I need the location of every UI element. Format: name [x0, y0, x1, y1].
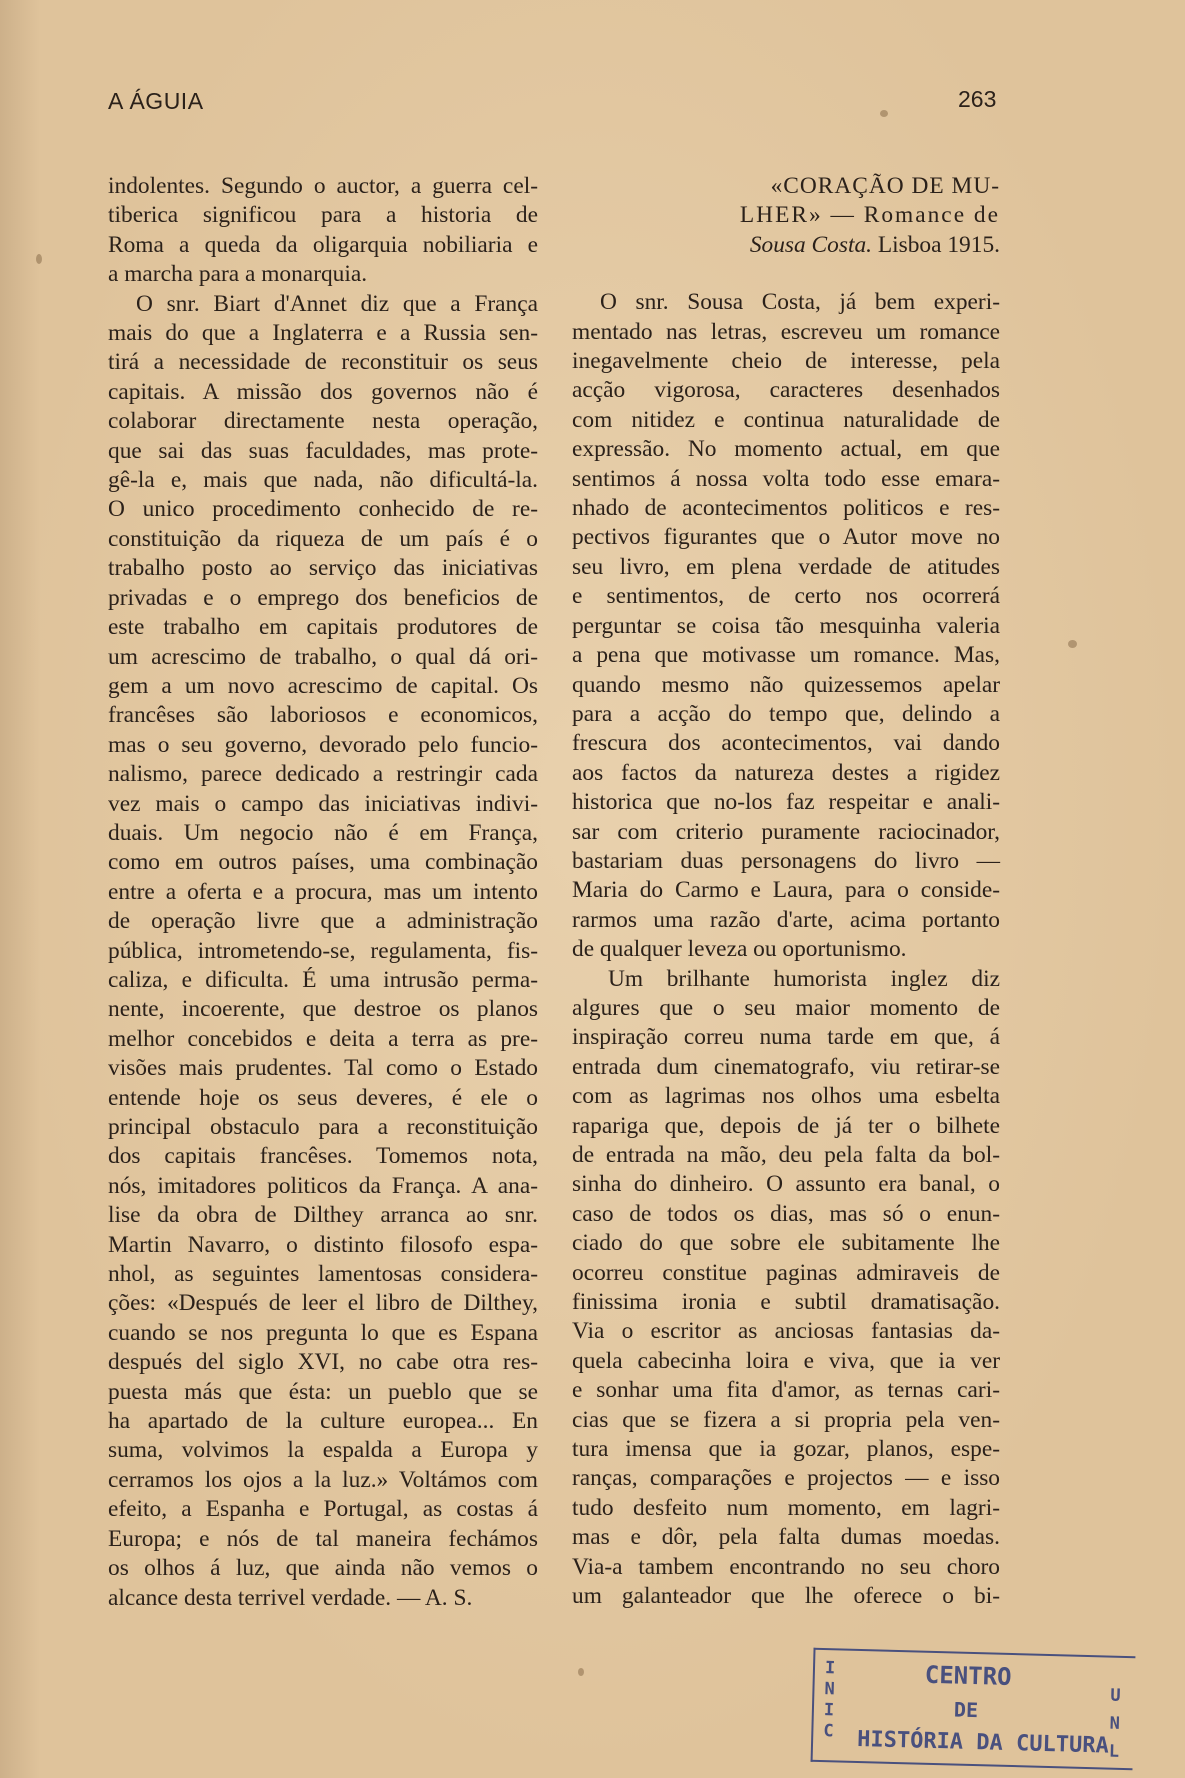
text-line: visões mais prudentes. Tal como o Estado [108, 1055, 538, 1082]
text-line: colaborar directamente nesta operação, [108, 408, 538, 435]
text-line: quela cabecinha loira e viva, que ia ver [572, 1347, 1000, 1374]
review-title-line-1: «CORAÇÃO DE MU- [770, 173, 1000, 199]
text-line: sentimos á nossa volta todo esse emara- [572, 465, 1000, 492]
text-line: algures que o seu maior momento de [572, 994, 1000, 1021]
text-line: de entrada na mão, deu pela falta da bol- [572, 1142, 1000, 1168]
text-line: tiberica significou para a historia de [108, 202, 538, 229]
text-line: privadas e o emprego dos beneficios de [108, 584, 538, 611]
text-line: francêses são laboriosos e economicos, [108, 702, 538, 729]
text-line: gê-la e, mais que nada, não dificultá-la. [108, 467, 538, 494]
text-line: constituição da riqueza de um país é o [108, 525, 538, 552]
text-line: ranças, comparações e projectos — e isso [572, 1465, 1000, 1492]
text-line: cias que se fizera a si propria pela ven- [572, 1406, 1000, 1433]
text-line: mentado nas letras, escreveu um romance [572, 318, 1000, 345]
text-line: caliza, e dificulta. É uma intrusão perma- [108, 966, 538, 993]
running-head-title: A ÁGUIA [108, 88, 204, 114]
text-line: inspiração correu numa tarde em que, á [572, 1024, 1000, 1051]
text-line: vez mais o campo das iniciativas indivi- [108, 790, 538, 817]
text-line: historica que no-los faz respeitar e anali- [572, 789, 1000, 816]
paragraph-start-line: O snr. Biart d'Annet diz que a França [136, 290, 538, 317]
stamp-line-3: HISTÓRIA DA CULTURA [856, 1726, 1110, 1759]
text-line: de qualquer leveza ou oportunismo. [572, 936, 907, 963]
text-line: ocorreu constitue paginas admiraveis de [572, 1259, 1000, 1286]
text-line: tura imensa que ia gozar, planos, espe- [572, 1436, 1000, 1463]
text-line: nós, imitadores politicos da França. A ana- [108, 1172, 538, 1199]
text-line: cerramos los ojos a la luz.» Voltámos com [108, 1466, 538, 1493]
text-line: expressão. No momento actual, em que [572, 436, 1000, 463]
text-line: entre a oferta e a procura, mas um intento [108, 878, 538, 905]
text-line: e sonhar uma fita d'amor, as ternas cari- [572, 1377, 1000, 1404]
text-line: Via o escritor as anciosas fantasias da- [572, 1318, 1000, 1345]
text-line: e sentimentos, de certo nos ocorrerá [572, 583, 1000, 610]
text-line: Europa; e nós de tal maneira fechámos [108, 1525, 538, 1552]
text-line: nalismo, parece dedicado a restringir cada [108, 761, 538, 788]
text-line: trabalho posto ao serviço das iniciativas [108, 555, 538, 582]
text-line: entende hoje os seus deveres, é ele o [108, 1084, 538, 1111]
stamp-line-2: DE [953, 1697, 979, 1723]
right-column [572, 172, 1000, 1612]
text-line: tirá a necessidade de reconstituir os seus [108, 349, 538, 376]
text-line: dos capitais francêses. Tomemos nota, [108, 1143, 538, 1170]
paragraph-start-line: Um brilhante humorista inglez diz [608, 965, 1000, 992]
text-line: ciado do que sobre ele subitamente lhe [572, 1230, 1000, 1257]
review-imprint [572, 231, 1000, 260]
text-line: pectivos figurantes que o Autor move no [572, 524, 1000, 551]
text-line: nhado de acontecimentos politicos e res- [572, 495, 1000, 522]
text-line: a marcha para a monarquia. [108, 261, 368, 288]
ink-speck [578, 1668, 584, 1676]
text-line: sinha do dinheiro. O assunto era banal, o [572, 1171, 1000, 1198]
text-line: os olhos á luz, que ainda não vemos o [108, 1555, 538, 1582]
text-line: capitais. A missão dos governos não é [108, 378, 538, 405]
text-line: gem a um novo acrescimo de capital. Os [108, 672, 538, 699]
text-line: mas e dôr, pela falta dumas moedas. [572, 1524, 1000, 1551]
text-line: pública, intrometendo-se, regulamenta, fis- [108, 937, 538, 964]
text-line: frescura dos acontecimentos, vai dando [572, 730, 1000, 757]
text-line: nente, incoerente, que destroe os planos [108, 996, 538, 1023]
left-column [108, 172, 538, 1613]
review-title-line-2: LHER» — Romance de [739, 202, 1000, 229]
text-line: Roma a queda da oligarquia nobiliaria e [108, 231, 538, 258]
text-line: finissima ironia e subtil dramatisação. [572, 1289, 1000, 1316]
text-line: melhor concebidos e deita a terra as pre- [108, 1025, 538, 1052]
text-line: ções: «Después de leer el libro de Dilthey, [108, 1290, 538, 1317]
text-line: de operação livre que a administração [108, 908, 538, 935]
text-line: suma, volvimos la espalda a Europa y [108, 1437, 538, 1464]
stamp-line-1: CENTRO [924, 1660, 1012, 1691]
text-line: com as lagrimas nos olhos uma esbelta [572, 1083, 1000, 1110]
text-line: ha apartado de la culture europea... En [108, 1408, 538, 1435]
review-author: Sousa Costa. [749, 231, 872, 258]
text-line: Maria do Carmo e Laura, para o conside- [572, 877, 1000, 904]
ink-speck [1068, 640, 1077, 648]
text-line: seu livro, em plena verdade de atitudes [572, 553, 1000, 580]
text-line: rapariga que, depois de já ter o bilhete [572, 1112, 1000, 1139]
text-line: Via-a tambem encontrando no seu choro [572, 1553, 1000, 1580]
text-line: acção vigorosa, caracteres desenhados [572, 377, 1000, 404]
text-line: rarmos uma razão d'arte, acima portanto [572, 906, 1000, 933]
review-place-year: Lisboa 1915. [872, 231, 1000, 258]
text-line: nhol, as seguintes lamentosas considera- [108, 1261, 538, 1288]
text-line: mas o seu governo, devorado pelo funcio- [108, 731, 538, 758]
text-line: indolentes. Segundo o auctor, a guerra cel- [108, 173, 538, 199]
review-heading [572, 172, 1000, 260]
page-number: 263 [958, 86, 997, 112]
text-line: efeito, a Espanha e Portugal, as costas á [108, 1496, 538, 1523]
text-line: alcance desta terrivel verdade. — A. S. [108, 1584, 473, 1611]
text-line: que sai das suas faculdades, mas prote- [108, 437, 538, 464]
text-line: a pena que motivasse um romance. Mas, [572, 642, 1000, 669]
text-line: lise da obra de Dilthey arranca ao snr. [108, 1202, 538, 1229]
text-line: quando mesmo não quizessemos apelar [572, 671, 1000, 698]
text-line: mais do que a Inglaterra e a Russia sen- [108, 320, 538, 347]
text-line: como em outros países, uma combinação [108, 849, 538, 876]
stamp-right-letters: U N L [1108, 1685, 1121, 1762]
text-line: cuando se nos pregunta lo que es Espana [108, 1319, 538, 1346]
archive-stamp [811, 1648, 1136, 1770]
text-line: O unico procedimento conhecido de re- [108, 496, 538, 523]
text-line: bastariam duas personagens do livro — [572, 847, 1000, 874]
text-line: puesta más que ésta: un pueblo que se [108, 1378, 538, 1405]
text-line: después del siglo XVI, no cabe otra res- [108, 1349, 538, 1376]
ink-speck [36, 254, 42, 264]
text-line: com nitidez e continua naturalidade de [572, 406, 1000, 433]
text-line: inegavelmente cheio de interesse, pela [572, 348, 1000, 375]
text-line: Martin Navarro, o distinto filosofo espa- [108, 1231, 538, 1258]
text-line: um galanteador que lhe oferece o bi- [572, 1583, 1000, 1610]
text-line: aos factos da natureza destes a rigidez [572, 759, 1000, 786]
text-line: duais. Um negocio não é em França, [108, 819, 538, 846]
text-line: caso de todos os dias, mas só o enun- [572, 1200, 1000, 1227]
paragraph-start-line: O snr. Sousa Costa, já bem experi- [600, 289, 1000, 316]
text-line: principal obstaculo para a reconstituição [108, 1114, 538, 1140]
text-line: para a acção do tempo que, delindo a [572, 700, 1000, 727]
ink-speck [880, 110, 888, 117]
text-line: entrada dum cinematografo, viu retirar-se [572, 1053, 1000, 1080]
text-line: este trabalho em capitais produtores de [108, 614, 538, 641]
text-line: perguntar se coisa tão mesquinha valeria [572, 612, 1000, 639]
text-line: sar com criterio puramente raciocinador, [572, 818, 1000, 845]
text-line: tudo desfeito num momento, em lagri- [572, 1494, 1000, 1521]
text-line: um acrescimo de trabalho, o qual dá ori- [108, 643, 538, 670]
stamp-left-letters: I N I C [823, 1658, 836, 1742]
